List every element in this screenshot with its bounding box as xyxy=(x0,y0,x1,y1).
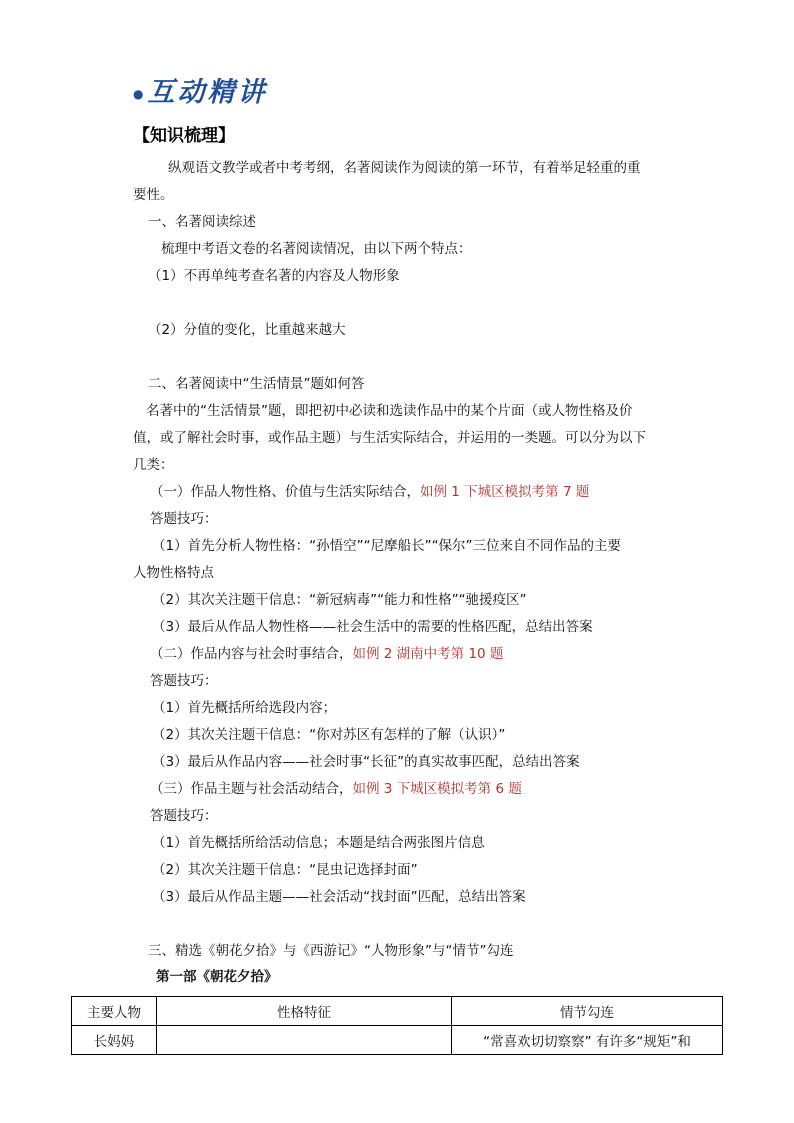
type2-title-line xyxy=(150,641,503,668)
part3-sub-heading: 第一部《朝花夕拾》 xyxy=(156,969,278,985)
type3-step-2: （2）其次关注题干信息：“昆虫记选择封面” xyxy=(152,862,418,878)
type2-step-2: （2）其次关注题干信息：“你对苏区有怎样的了解（认识）” xyxy=(152,727,506,743)
table-header-row xyxy=(72,997,723,1026)
part2-desc-line-2: 值，或了解社会时事，或作品主题）与生活实际结合，并运用的一类题。可以分为以下 xyxy=(133,430,646,446)
type1-title-line xyxy=(150,479,589,506)
table-cell: “常喜欢切切察察” 有许多“规矩”和 xyxy=(452,1026,723,1055)
banner-title xyxy=(133,70,267,109)
table-header-cell: 主要人物 xyxy=(72,997,157,1026)
type3-tips: 答题技巧： xyxy=(150,808,218,824)
type2-example-link: 如例 2 湖南中考第 10 题 xyxy=(352,646,504,662)
part2-desc-line-1: 名著中的“生活情景”题，即把初中必读和选读作品中的某个片面（或人物性格及价 xyxy=(146,403,633,419)
part1-point-1: （1）不再单纯考查名著的内容及人物形象 xyxy=(148,268,400,284)
part1-point-2: （2）分值的变化，比重越来越大 xyxy=(148,322,346,338)
type3-example-link: 如例 3 下城区模拟考第 6 题 xyxy=(352,781,522,797)
table-cell: 长妈妈 xyxy=(72,1026,157,1055)
part3-heading: 三、精选《朝花夕拾》与《西游记》“人物形象”与“情节”勾连 xyxy=(148,943,514,959)
table-cell xyxy=(157,1026,452,1055)
type1-title: （一）作品人物性格、价值与生活实际结合， xyxy=(150,484,420,500)
type3-title-line xyxy=(150,776,522,803)
banner-text: 互动精讲 xyxy=(147,77,268,108)
type3-title: （三）作品主题与社会活动结合， xyxy=(150,781,353,797)
part1-summary: 梳理中考语文卷的名著阅读情况，由以下两个特点： xyxy=(161,241,472,257)
type2-title: （二）作品内容与社会时事结合， xyxy=(150,646,353,662)
type1-step-1b: 人物性格特点 xyxy=(133,565,214,581)
section-title: 【知识梳理】 xyxy=(133,126,235,146)
type1-example-link: 如例 1 下城区模拟考第 7 题 xyxy=(420,484,590,500)
type2-step-1: （1）首先概括所给选段内容； xyxy=(152,700,337,716)
character-table xyxy=(71,996,723,1055)
table-header-cell: 情节勾连 xyxy=(452,997,723,1026)
type3-step-1: （1）首先概括所给活动信息；本题是结合两张图片信息 xyxy=(152,835,485,851)
type2-step-3: （3）最后从作品内容——社会时事“长征”的真实故事匹配，总结出答案 xyxy=(152,754,580,770)
type1-step-1a: （1）首先分析人物性格：“孙悟空”“尼摩船长”“保尔”三位来自不同作品的主要 xyxy=(152,538,622,554)
part2-desc-line-3: 几类： xyxy=(133,457,174,473)
type3-step-3: （3）最后从作品主题——社会活动“找封面”匹配，总结出答案 xyxy=(152,889,526,905)
part2-heading: 二、名著阅读中“生活情景”题如何答 xyxy=(148,376,365,392)
type1-step-2: （2）其次关注题干信息：“新冠病毒”“能力和性格”“驰援疫区” xyxy=(152,592,527,608)
part1-heading: 一、名著阅读综述 xyxy=(148,214,256,230)
table-row xyxy=(72,1026,723,1055)
type1-step-3: （3）最后从作品人物性格——社会生活中的需要的性格匹配，总结出答案 xyxy=(152,619,593,635)
bullet-dot-icon: ● xyxy=(133,86,147,101)
intro-line-2: 要性。 xyxy=(133,187,174,203)
intro-line-1: 纵观语文教学或者中考考纲，名著阅读作为阅读的第一环节，有着举足轻重的重 xyxy=(168,160,641,176)
type2-tips: 答题技巧： xyxy=(150,673,218,689)
table-header-cell: 性格特征 xyxy=(157,997,452,1026)
type1-tips: 答题技巧： xyxy=(150,511,218,527)
